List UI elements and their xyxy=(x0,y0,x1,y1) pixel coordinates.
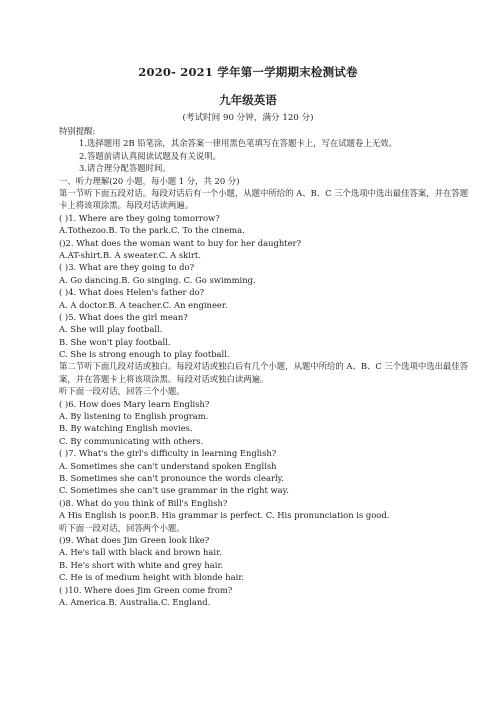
question: ()8. What do you think of Bill's English? xyxy=(59,497,228,508)
notice-heading: 特别提醒: xyxy=(59,126,96,136)
question: ( )7. What's the girl's difficulty in learning English? xyxy=(59,448,277,459)
exam-subtitle: 九年级英语 xyxy=(219,93,277,107)
group-heading: 听下面一段对话，回答三个小题。 xyxy=(59,386,185,397)
part-instructions: 第一节听下面五段对话。每段对话后有一个小题，从题中所给的 A、B、C 三个选项中选出最佳答案，并在答题卡上将该项涂黑。每段对话读两遍。 xyxy=(59,187,469,211)
group-heading: 听下面一段对话，回答两个小题。 xyxy=(59,522,185,533)
question-option: A. She will play football. xyxy=(59,324,163,335)
section-heading: 一、听力理解(20 小题，每小题 1 分，共 20 分) xyxy=(59,175,240,186)
question-option: C. She is strong enough to play football. xyxy=(59,349,230,360)
question: ( )10. Where does Jim Green come from? xyxy=(59,584,233,595)
question-options: A His English is poor.B. His grammar is perfect. C. His pronunciation is good. xyxy=(59,510,390,521)
question-option: C. He is of medium height with blonde hair. xyxy=(59,572,245,583)
question: ( )6. How does Mary learn English? xyxy=(59,398,210,409)
question-option: A. Sometimes she can't understand spoken English xyxy=(59,460,277,471)
question-option: B. Sometimes she can't pronounce the words clearly. xyxy=(59,473,284,483)
question-options: A. America.B. Australia.C. England. xyxy=(59,596,211,607)
notice-item: 3.请合理分配答题时间。 xyxy=(79,163,171,174)
question-options: A. Go dancing.B. Go singing. C. Go swimming. xyxy=(59,274,256,285)
question-options: A. A doctor.B. A teacher.C. An engineer. xyxy=(59,299,228,310)
question-options: A.AT-shirt.B. A sweater.C. A skirt. xyxy=(59,249,201,260)
question-option: A. He's tall with black and brown hair. xyxy=(59,547,222,558)
notice-item: 2.答题前请认真阅读试题及有关说明。 xyxy=(79,150,221,161)
exam-body xyxy=(59,125,471,608)
notice-item: 1.选择题用 2B 铅笔涂，其余答案一律用黑色笔填写在答题卡上，写在试题卷上无效。 xyxy=(79,138,397,149)
part-instructions: 第二节听下面几段对话或独白。每段对话或独白后有几个小题，从题中所给的 A、B、C 三个选项中选出最佳答案，并在答题卡上将该项涂黑。每段对话或独白读两遍。 xyxy=(59,361,469,384)
question: ()2. What does the woman want to buy for her daughter? xyxy=(59,237,302,248)
question: ( )4. What does Helen's father do? xyxy=(59,287,205,298)
question-option: A. By listening to English program. xyxy=(59,411,209,422)
question-option: C. Sometimes she can't use grammar in the right way. xyxy=(59,485,289,496)
question: ( )1. Where are they going tomorrow? xyxy=(59,212,220,223)
question: ( )3. What are they going to do? xyxy=(59,262,195,273)
question-option: B. He's short with white and grey hair. xyxy=(59,559,224,570)
question-options: A.Tothezoo.B. To the park.C. To the cinema. xyxy=(59,225,245,236)
question-option: C. By communicating with others. xyxy=(59,435,204,446)
question: ()9. What does Jim Green look like? xyxy=(59,534,210,545)
question-option: B. By watching English movies. xyxy=(59,423,193,434)
question-option: B. She won't play football. xyxy=(59,336,171,347)
question: ( )5. What does the girl mean? xyxy=(59,311,188,322)
time-info: (考试时间 90 分钟，满分 120 分) xyxy=(182,113,314,123)
exam-title: 2020- 2021 学年第一学期期末检测试卷 xyxy=(138,65,358,79)
